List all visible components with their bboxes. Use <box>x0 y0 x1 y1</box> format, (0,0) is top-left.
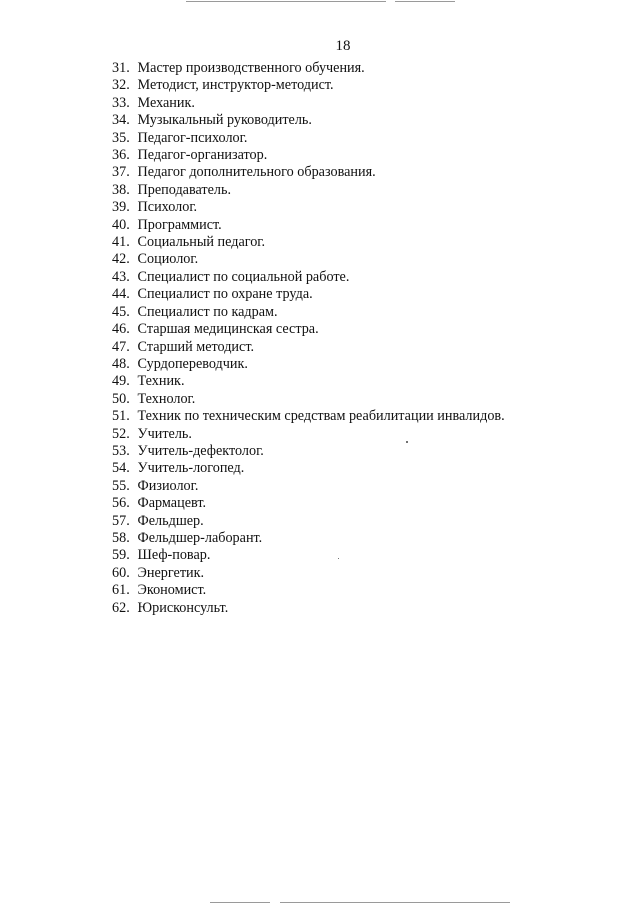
item-text: Мастер производственного обучения. <box>137 60 365 76</box>
list-item <box>112 408 505 425</box>
item-number: 44. <box>112 286 130 303</box>
list-item <box>112 339 505 356</box>
item-number: 32. <box>112 77 130 94</box>
item-number: 50. <box>112 390 130 407</box>
item-text: Специалист по социальной работе. <box>137 268 350 285</box>
item-text: Преподаватель. <box>137 181 232 198</box>
item-text: Фельдшер. <box>137 512 204 529</box>
item-text: Педагог-психолог. <box>137 129 248 146</box>
scan-edge-top <box>0 0 640 6</box>
item-text: Юрисконсульт. <box>137 599 229 616</box>
item-number: 60. <box>112 564 130 581</box>
item-number: 43. <box>112 268 130 285</box>
list-item <box>112 373 505 390</box>
item-text: Педагог дополнительного образования. <box>137 164 376 181</box>
item-text: Сурдопереводчик. <box>137 355 248 372</box>
list-item <box>112 426 505 443</box>
list-item <box>112 478 505 495</box>
item-text: Социальный педагог. <box>137 234 266 251</box>
item-text: Учитель. <box>137 425 192 442</box>
list-item <box>112 600 505 617</box>
item-number: 59. <box>112 547 130 564</box>
item-number: 57. <box>112 512 130 529</box>
item-number: 37. <box>112 164 130 181</box>
item-text: Технолог. <box>137 390 196 407</box>
page-number: 18 <box>335 38 351 54</box>
item-number: 39. <box>112 199 130 216</box>
list-item <box>112 112 505 129</box>
list-item <box>112 321 505 338</box>
item-number: 45. <box>112 303 130 320</box>
item-number: 38. <box>112 181 130 198</box>
job-title-list <box>112 60 505 617</box>
item-text: Фельдшер-лаборант. <box>137 529 263 546</box>
item-number: 31. <box>112 60 130 76</box>
item-number: 40. <box>112 216 130 233</box>
item-text: Механик. <box>137 94 195 111</box>
item-number: 46. <box>112 321 130 338</box>
list-item <box>112 164 505 181</box>
item-number: 51. <box>112 408 130 425</box>
item-text: Старшая медицинская сестра. <box>137 321 319 338</box>
item-number: 53. <box>112 442 130 459</box>
item-text: Шеф-повар. <box>137 547 211 564</box>
item-number: 55. <box>112 477 130 494</box>
item-number: 56. <box>112 495 130 512</box>
list-item <box>112 513 505 530</box>
item-number: 34. <box>112 112 130 129</box>
item-number: 47. <box>112 338 130 355</box>
item-number: 48. <box>112 355 130 372</box>
item-text: Энергетик. <box>137 564 205 581</box>
list-item <box>112 95 505 112</box>
item-number: 52. <box>112 425 130 442</box>
item-text: Программист. <box>137 216 222 233</box>
list-item <box>112 443 505 460</box>
list-item <box>112 77 505 94</box>
item-text: Методист, инструктор-методист. <box>137 77 334 94</box>
item-text: Социолог. <box>137 251 199 268</box>
item-number: 42. <box>112 251 130 268</box>
list-item <box>112 304 505 321</box>
item-text: Учитель-дефектолог. <box>137 442 264 459</box>
list-item <box>112 547 505 564</box>
item-text: Учитель-логопед. <box>137 460 245 477</box>
item-number: 62. <box>112 599 130 616</box>
list-item <box>112 60 505 77</box>
list-item <box>112 199 505 216</box>
scan-speck <box>338 558 339 559</box>
item-number: 41. <box>112 234 130 251</box>
item-text: Педагог-организатор. <box>137 147 268 164</box>
item-text: Техник по техническим средствам реабилитации инвалидов. <box>137 408 505 425</box>
list-item <box>112 251 505 268</box>
item-text: Физиолог. <box>137 477 199 494</box>
item-number: 61. <box>112 582 130 599</box>
list-item <box>112 234 505 251</box>
item-number: 36. <box>112 147 130 164</box>
list-item <box>112 495 505 512</box>
list-item <box>112 147 505 164</box>
list-item <box>112 130 505 147</box>
item-text: Психолог. <box>137 199 198 216</box>
list-item <box>112 565 505 582</box>
item-number: 35. <box>112 129 130 146</box>
list-item <box>112 269 505 286</box>
list-item <box>112 356 505 373</box>
item-text: Фармацевт. <box>137 495 207 512</box>
item-text: Специалист по охране труда. <box>137 286 313 303</box>
item-text: Техник. <box>137 373 185 390</box>
item-text: Экономист. <box>137 582 207 599</box>
item-number: 54. <box>112 460 130 477</box>
list-item <box>112 391 505 408</box>
list-item <box>112 286 505 303</box>
list-item <box>112 182 505 199</box>
item-number: 33. <box>112 94 130 111</box>
list-item <box>112 217 505 234</box>
list-item <box>112 460 505 477</box>
item-text: Специалист по кадрам. <box>137 303 278 320</box>
list-item <box>112 582 505 599</box>
list-item <box>112 530 505 547</box>
item-number: 49. <box>112 373 130 390</box>
scan-edge-bottom <box>0 897 640 905</box>
item-text: Старший методист. <box>137 338 255 355</box>
item-number: 58. <box>112 529 130 546</box>
item-text: Музыкальный руководитель. <box>137 112 312 129</box>
scan-speck <box>406 441 408 443</box>
